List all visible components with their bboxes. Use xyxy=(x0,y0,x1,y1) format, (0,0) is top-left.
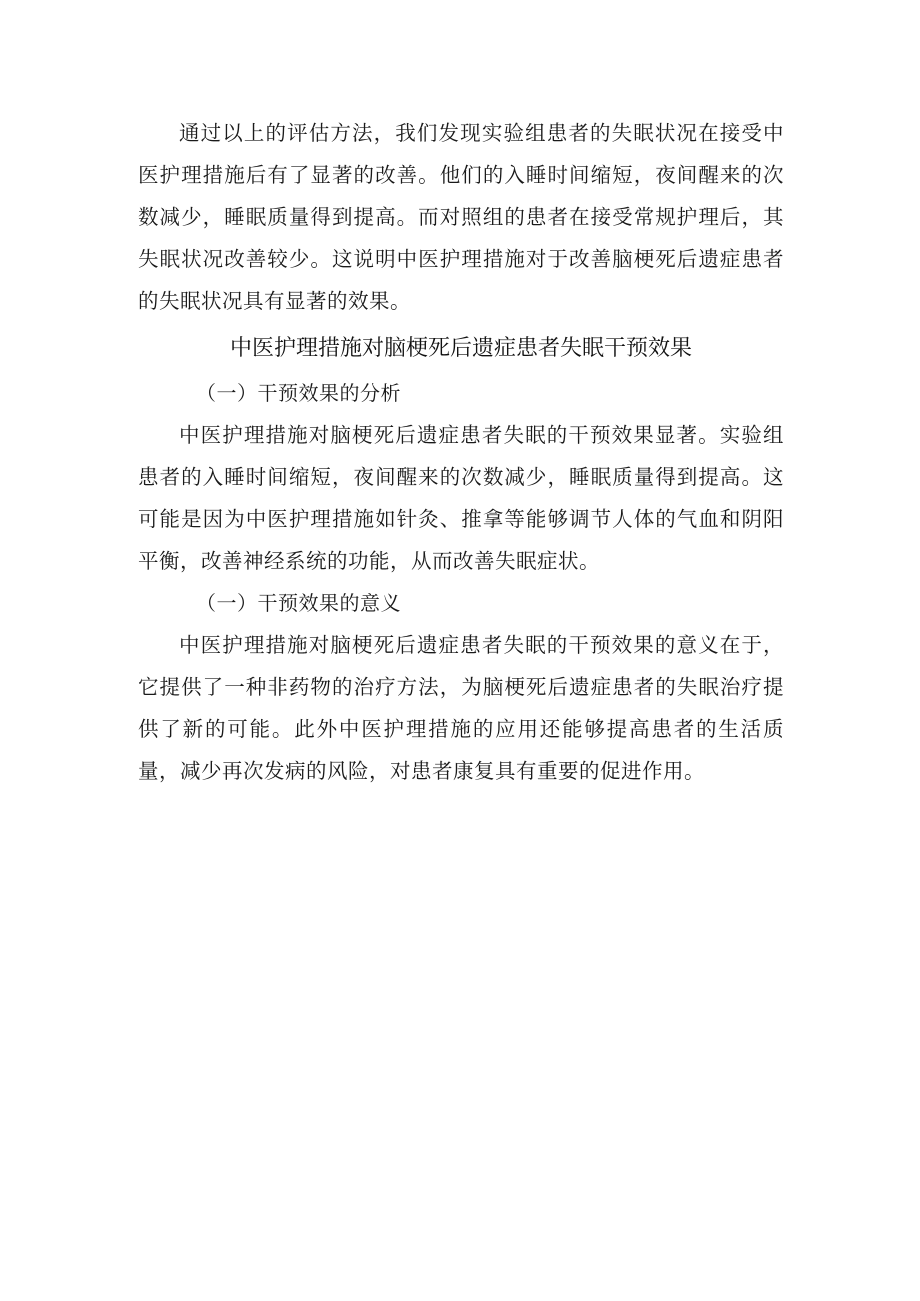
subsection-title-analysis: （一）干预效果的分析 xyxy=(196,381,401,405)
intro-paragraph: 通过以上的评估方法，我们发现实验组患者的失眠状况在接受中医护理措施后有了显著的改善。他们的入睡时间缩短，夜间醒来的次数减少，睡眠质量得到提高。而对照组的患者在接受常规护理后，其失眠状况改善较少。这说明中医护理措施对于改善脑梗死后遗症患者的失眠状况具有显著的效果。 xyxy=(138,121,784,313)
analysis-paragraph: 中医护理措施对脑梗死后遗症患者失眠的干预效果显著。实验组患者的入睡时间缩短，夜间醒来的次数减少，睡眠质量得到提高。这可能是因为中医护理措施如针灸、推拿等能够调节人体的气血和阴阳平衡，改善神经系统的功能，从而改善失眠症状。 xyxy=(138,423,784,573)
subsection-title-significance: （一）干预效果的意义 xyxy=(196,591,401,615)
significance-paragraph: 中医护理措施对脑梗死后遗症患者失眠的干预效果的意义在于，它提供了一种非药物的治疗方法，为脑梗死后遗症患者的失眠治疗提供了新的可能。此外中医护理措施的应用还能够提高患者的生活质量，减少再次发病的风险，对患者康复具有重要的促进作用。 xyxy=(138,633,784,783)
section-title: 中医护理措施对脑梗死后遗症患者失眠干预效果 xyxy=(229,336,692,361)
document-page xyxy=(138,112,784,792)
